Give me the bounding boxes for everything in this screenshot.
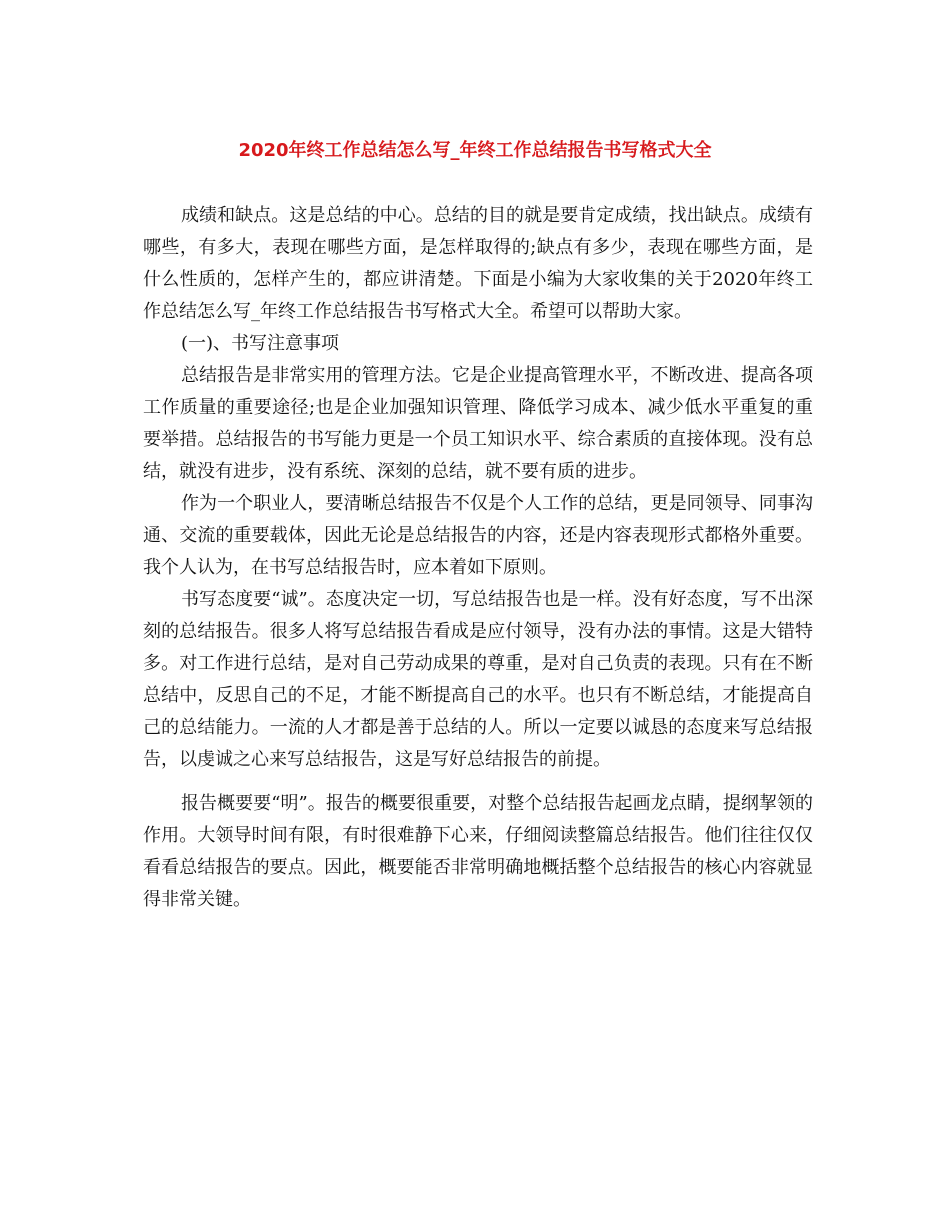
document-body	[143, 200, 813, 916]
section-heading: (一)、书写注意事项	[181, 333, 340, 354]
paragraph-intro: 成绩和缺点。这是总结的中心。总结的目的就是要肯定成绩，找出缺点。成绩有哪些，有多大，表现在哪些方面，是怎样取得的;缺点有多少，表现在哪些方面，是什么性质的，怎样产生的，都应讲清楚。下面是小编为大家收集的关于2020年终工作总结怎么写_年终工作总结报告书写格式大全。希望可以帮助大家。	[143, 205, 813, 322]
paragraph-sincere-attitude: 书写态度要“诚”。态度决定一切，写总结报告也是一样。没有好态度，写不出深刻的总结报告。很多人将写总结报告看成是应付领导，没有办法的事情。这是大错特多。对工作进行总结，是对自己劳动成果的尊重，是对自己负责的表现。只有在不断总结中，反思自己的不足，才能不断提高自己的水平。也只有不断总结，才能提高自己的总结能力。一流的人才都是善于总结的人。所以一定要以诚恳的态度来写总结报告，以虔诚之心来写总结报告，这是写好总结报告的前提。	[143, 589, 813, 770]
paragraph-professional: 作为一个职业人，要清晰总结报告不仅是个人工作的总结，更是同领导、同事沟通、交流的重要载体，因此无论是总结报告的内容，还是内容表现形式都格外重要。我个人认为，在书写总结报告时，应本着如下原则。	[143, 493, 813, 578]
paragraph-clear-summary: 报告概要要“明”。报告的概要很重要，对整个总结报告起画龙点睛，提纲挈领的作用。大领导时间有限，有时很难静下心来，仔细阅读整篇总结报告。他们往往仅仅看看总结报告的要点。因此，概要能否非常明确地概括整个总结报告的核心内容就显得非常关键。	[143, 793, 813, 910]
paragraph-management-method: 总结报告是非常实用的管理方法。它是企业提高管理水平，不断改进、提高各项工作质量的重要途径;也是企业加强知识管理、降低学习成本、减少低水平重复的重要举措。总结报告的书写能力更是一个员工知识水平、综合素质的直接体现。没有总结，就没有进步，没有系统、深刻的总结，就不要有质的进步。	[143, 365, 813, 482]
document-title: 2020年终工作总结怎么写_年终工作总结报告书写格式大全	[238, 140, 712, 161]
